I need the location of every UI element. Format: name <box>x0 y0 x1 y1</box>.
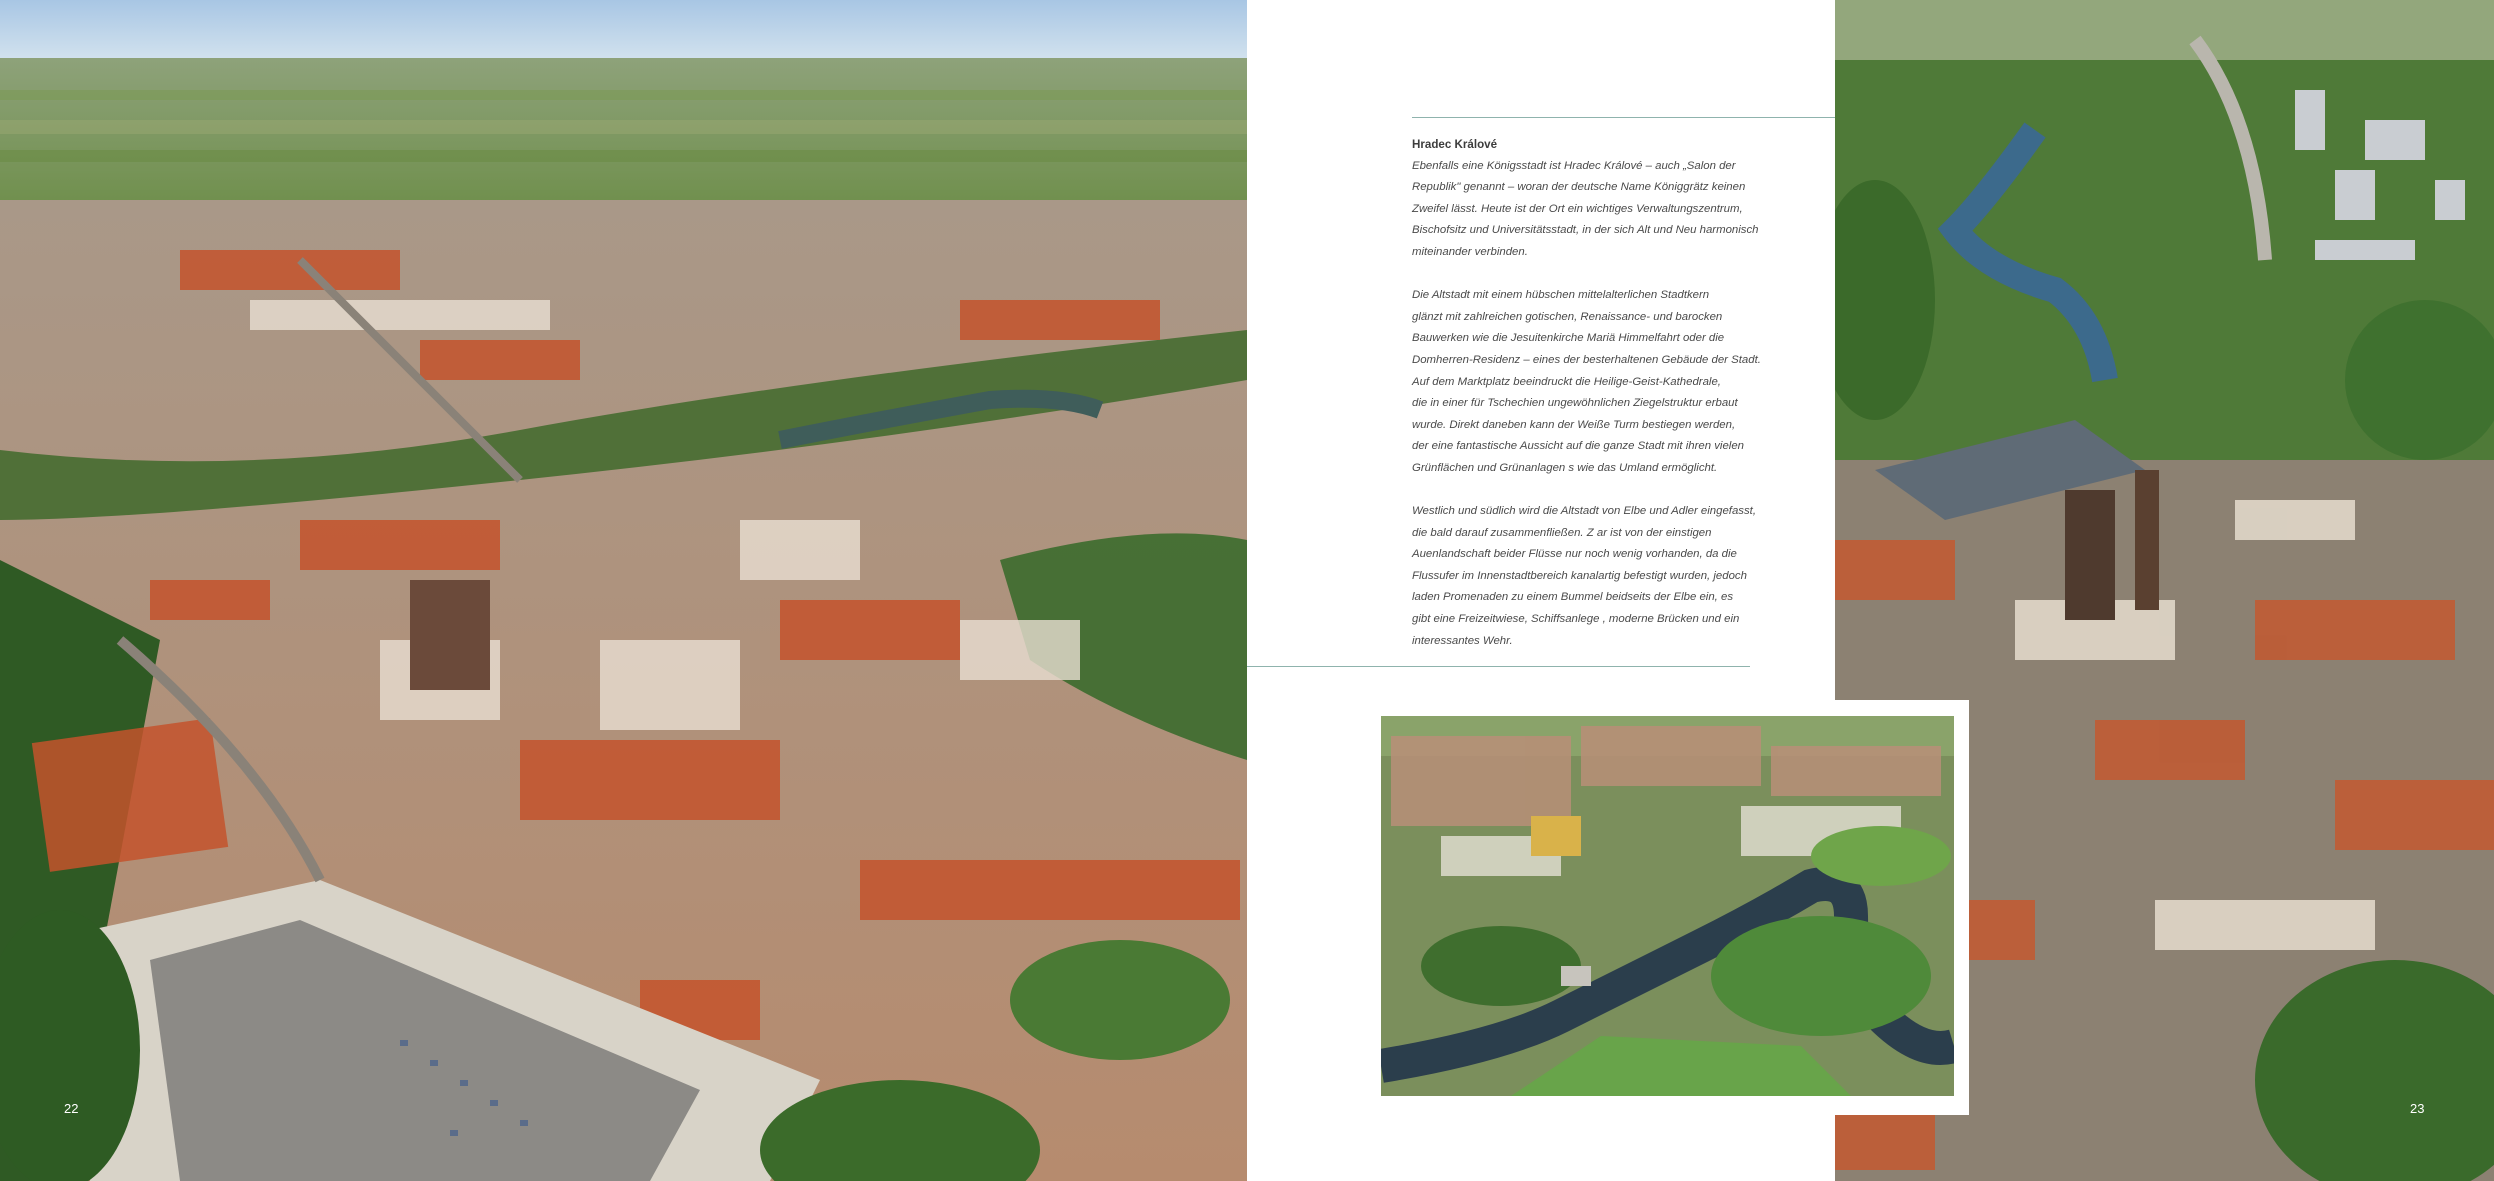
text-line: miteinander verbinden. <box>1412 245 1528 258</box>
text-line: Bauwerken wie die Jesuitenkirche Mariä Himmelfahrt oder die <box>1412 332 1725 345</box>
text-line: Flussufer im Innenstadtbereich kanalartig befestigt wurden, jedoch <box>1412 569 1747 582</box>
article-paragraph <box>1412 156 1757 264</box>
text-line: der eine fantastische Aussicht auf die ganze Stadt mit ihren vielen <box>1412 440 1744 453</box>
text-line: wurde. Direkt daneben kann der Weiße Turm bestiegen werden, <box>1412 418 1736 431</box>
text-line: Bischofsitz und Universitätsstadt, in der sich Alt und Neu harmonisch <box>1412 224 1759 237</box>
top-divider-rule <box>1412 117 1835 118</box>
text-line: Auf dem Marktplatz beeindruckt die Heilige-Geist-Kathedrale, <box>1412 375 1721 388</box>
text-line: die in einer für Tschechien ungewöhnlichen Ziegelstruktur erbaut <box>1412 397 1738 410</box>
article-paragraph <box>1412 501 1757 652</box>
page-number-right: 23 <box>2410 1101 2425 1116</box>
text-line: Domherren-Residenz – eines der besterhaltenen Gebäude der Stadt. <box>1412 353 1761 366</box>
text-line: Die Altstadt mit einem hübschen mittelalterlichen Stadtkern <box>1412 289 1710 302</box>
text-line: laden Promenaden zu einem Bummel beidseits der Elbe ein, es <box>1412 591 1734 604</box>
page-number-left: 22 <box>64 1101 79 1116</box>
text-line: Zweifel lässt. Heute ist der Ort ein wichtiges Verwaltungszentrum, <box>1412 202 1743 215</box>
text-line: Republik" genannt – woran der deutsche Name Königgrätz keinen <box>1412 181 1746 194</box>
article <box>1412 134 1761 674</box>
text-line: glänzt mit zahlreichen gotischen, Renaissance- und barocken <box>1412 310 1723 323</box>
inset-photo-river-weir <box>1381 716 1954 1096</box>
text-line: Auenlandschaft beider Flüsse nur noch wenig vorhanden, da die <box>1412 548 1737 561</box>
text-line: Grünflächen und Grünanlagen s wie das Umland ermöglicht. <box>1412 461 1718 474</box>
text-line: gibt eine Freizeitwiese, Schiffsanlege , moderne Brücken und ein <box>1412 613 1740 626</box>
article-title: Hradec Králové <box>1412 138 1498 151</box>
text-line: Ebenfalls eine Königsstadt ist Hradec Králové – auch „Salon der <box>1412 159 1736 172</box>
text-line: die bald darauf zusammenfließen. Z ar ist von der einstigen <box>1412 526 1712 539</box>
text-line: Westlich und südlich wird die Altstadt von Elbe und Adler eingefasst, <box>1412 505 1757 518</box>
article-paragraph <box>1412 285 1761 479</box>
text-line: interessantes Wehr. <box>1412 634 1513 647</box>
